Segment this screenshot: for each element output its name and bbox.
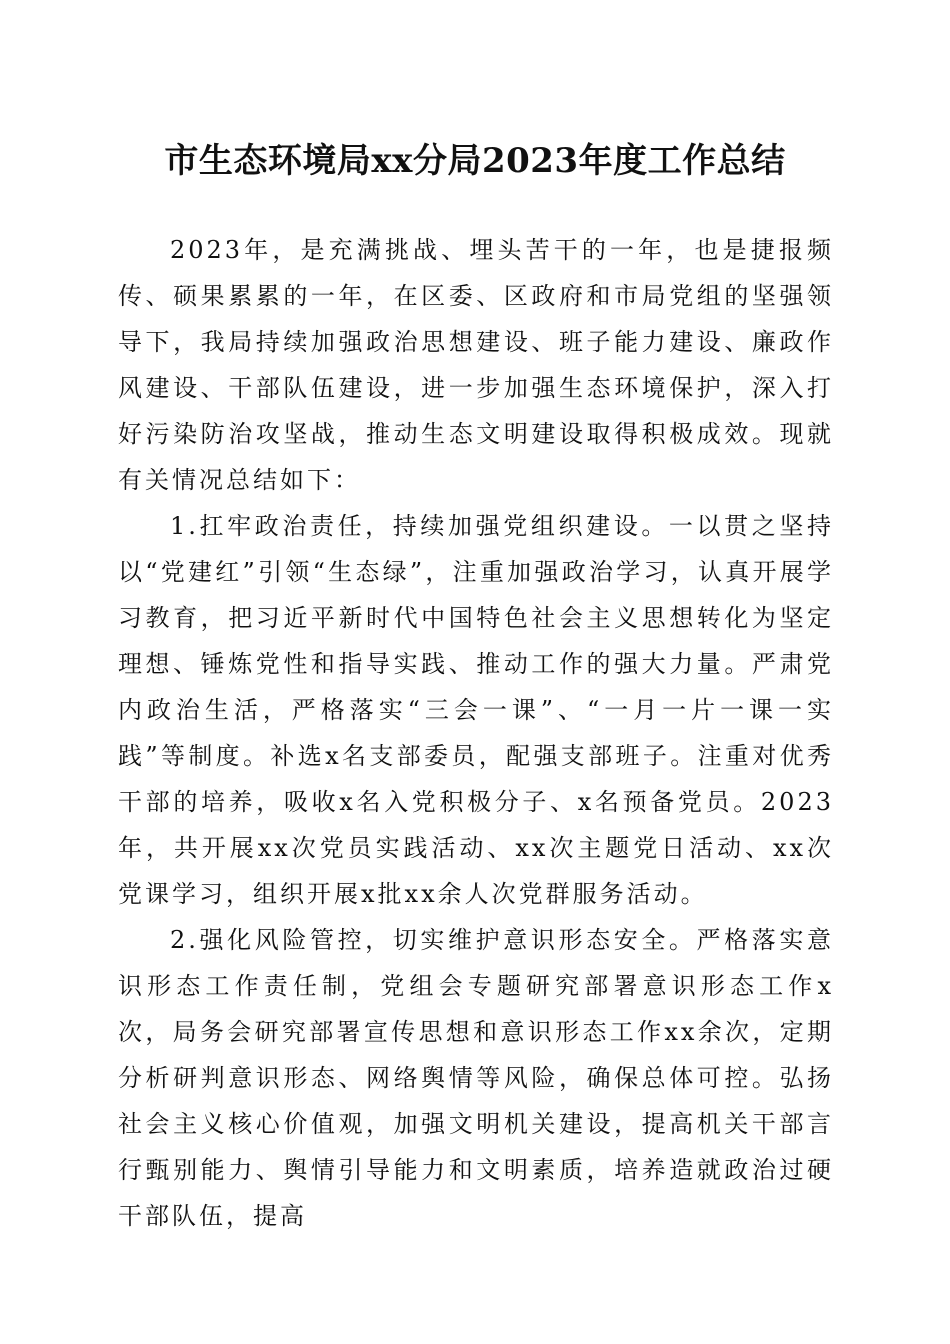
document-body — [118, 227, 834, 1239]
document-title: 市生态环境局xx分局2023年度工作总结 — [164, 141, 786, 181]
intro-paragraph: 2023年，是充满挑战、埋头苦干的一年，也是捷报频传、硕果累累的一年，在区委、区政府和市局党组的坚强领导下，我局持续加强政治思想建设、班子能力建设、廉政作风建设、干部队伍建设，进一步加强生态环境保护，深入打好污染防治攻坚战，推动生态文明建设取得积极成效。现就有关情况总结如下： — [118, 236, 834, 494]
section-1-paragraph: 1.扛牢政治责任，持续加强党组织建设。一以贯之坚持以“党建红”引领“生态绿”，注重加强政治学习，认真开展学习教育，把习近平新时代中国特色社会主义思想转化为坚定理想、锤炼党性和指导实践、推动工作的强大力量。严肃党内政治生活，严格落实“三会一课”、“一月一片一课一实践”等制度。补选x名支部委员，配强支部班子。注重对优秀干部的培养，吸收x名入党积极分子、x名预备党员。2023年，共开展xx次党员实践活动、xx次主题党日活动、xx次党课学习，组织开展x批xx余人次党群服务活动。 — [118, 512, 834, 908]
section-2-paragraph: 2.强化风险管控，切实维护意识形态安全。严格落实意识形态工作责任制，党组会专题研究部署意识形态工作x次，局务会研究部署宣传思想和意识形态工作xx余次，定期分析研判意识形态、网络舆情等风险，确保总体可控。弘扬社会主义核心价值观，加强文明机关建设，提高机关干部言行甄别能力、舆情引导能力和文明素质，培养造就政治过硬干部队伍，提高 — [118, 926, 834, 1230]
